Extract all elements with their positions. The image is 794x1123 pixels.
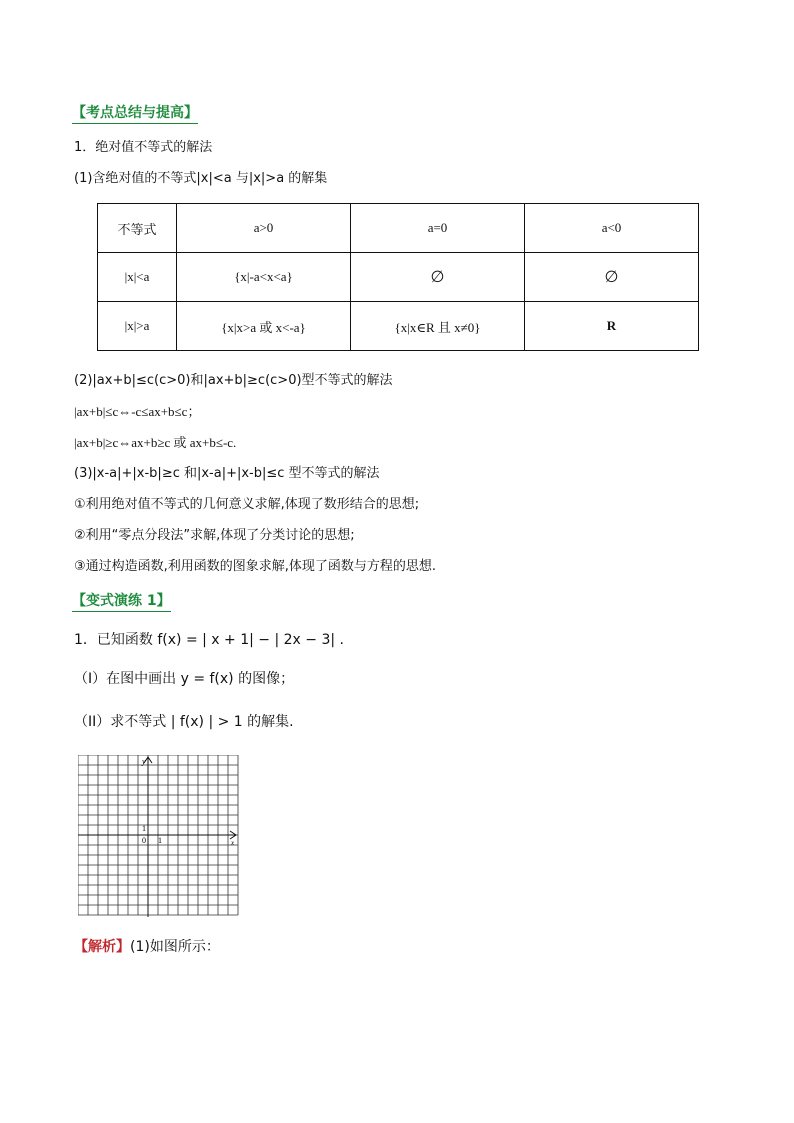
table-cell: {x|-a<x<a} bbox=[177, 253, 351, 302]
solution-text: (1)如图所示： bbox=[130, 939, 220, 955]
table-cell: a>0 bbox=[177, 204, 351, 253]
method-2: ②利用“零点分段法”求解,体现了分类讨论的思想; bbox=[74, 528, 355, 543]
solution-set-table bbox=[97, 203, 699, 351]
table-cell: {x|x∈R 且 x≠0} bbox=[351, 302, 525, 351]
table-row bbox=[98, 302, 699, 351]
equivalence-1: |ax+b|≤c⇔-c≤ax+b≤c； bbox=[74, 404, 201, 419]
x-unit-label: 1 bbox=[158, 836, 162, 845]
coordinate-grid bbox=[78, 755, 240, 917]
solution-line bbox=[74, 938, 220, 956]
method-3: ③通过构造函数,利用函数的图象求解,体现了函数与方程的思想. bbox=[74, 559, 437, 574]
table-cell: R bbox=[525, 302, 699, 351]
table-header-row bbox=[98, 204, 699, 253]
sub-item-2: (2)|ax+b|≤c(c>0)和|ax+b|≥c(c>0)型不等式的解法 bbox=[74, 373, 393, 388]
table-cell: |x|<a bbox=[98, 253, 177, 302]
solution-tag: 【解析】 bbox=[74, 939, 130, 955]
question-1: 1．已知函数 f(x) = | x + 1| − | 2x − 3| . bbox=[74, 632, 344, 648]
method-1: ①利用绝对值不等式的几何意义求解,体现了数形结合的思想; bbox=[74, 497, 420, 512]
question-1-part-1: （I）在图中画出 y = f(x) 的图像； bbox=[74, 671, 295, 687]
table-cell: ∅ bbox=[351, 253, 525, 302]
section-heading-practice: 【变式演练 1】 bbox=[72, 592, 171, 612]
table-cell: 不等式 bbox=[98, 204, 177, 253]
table-cell: a=0 bbox=[351, 204, 525, 253]
origin-label: 0 bbox=[142, 836, 146, 845]
table-cell: a<0 bbox=[525, 204, 699, 253]
item-abs-inequality: 1．绝对值不等式的解法 bbox=[74, 140, 213, 155]
equivalence-2: |ax+b|≥c⇔ax+b≥c 或 ax+b≤-c. bbox=[74, 435, 237, 450]
y-unit-label: 1 bbox=[142, 824, 146, 833]
y-axis-label: y bbox=[142, 757, 146, 766]
table-row bbox=[98, 253, 699, 302]
sub-item-1: (1)含绝对值的不等式|x|<a 与|x|>a 的解集 bbox=[74, 171, 328, 186]
table-cell: |x|>a bbox=[98, 302, 177, 351]
x-axis-label: x bbox=[231, 839, 235, 847]
sub-item-3: (3)|x-a|+|x-b|≥c 和|x-a|+|x-b|≤c 型不等式的解法 bbox=[74, 466, 380, 481]
table-cell: ∅ bbox=[525, 253, 699, 302]
section-heading-summary: 【考点总结与提高】 bbox=[72, 104, 198, 124]
table-cell: {x|x>a 或 x<-a} bbox=[177, 302, 351, 351]
question-1-part-2: （II）求不等式 | f(x) | > 1 的解集. bbox=[74, 714, 294, 730]
